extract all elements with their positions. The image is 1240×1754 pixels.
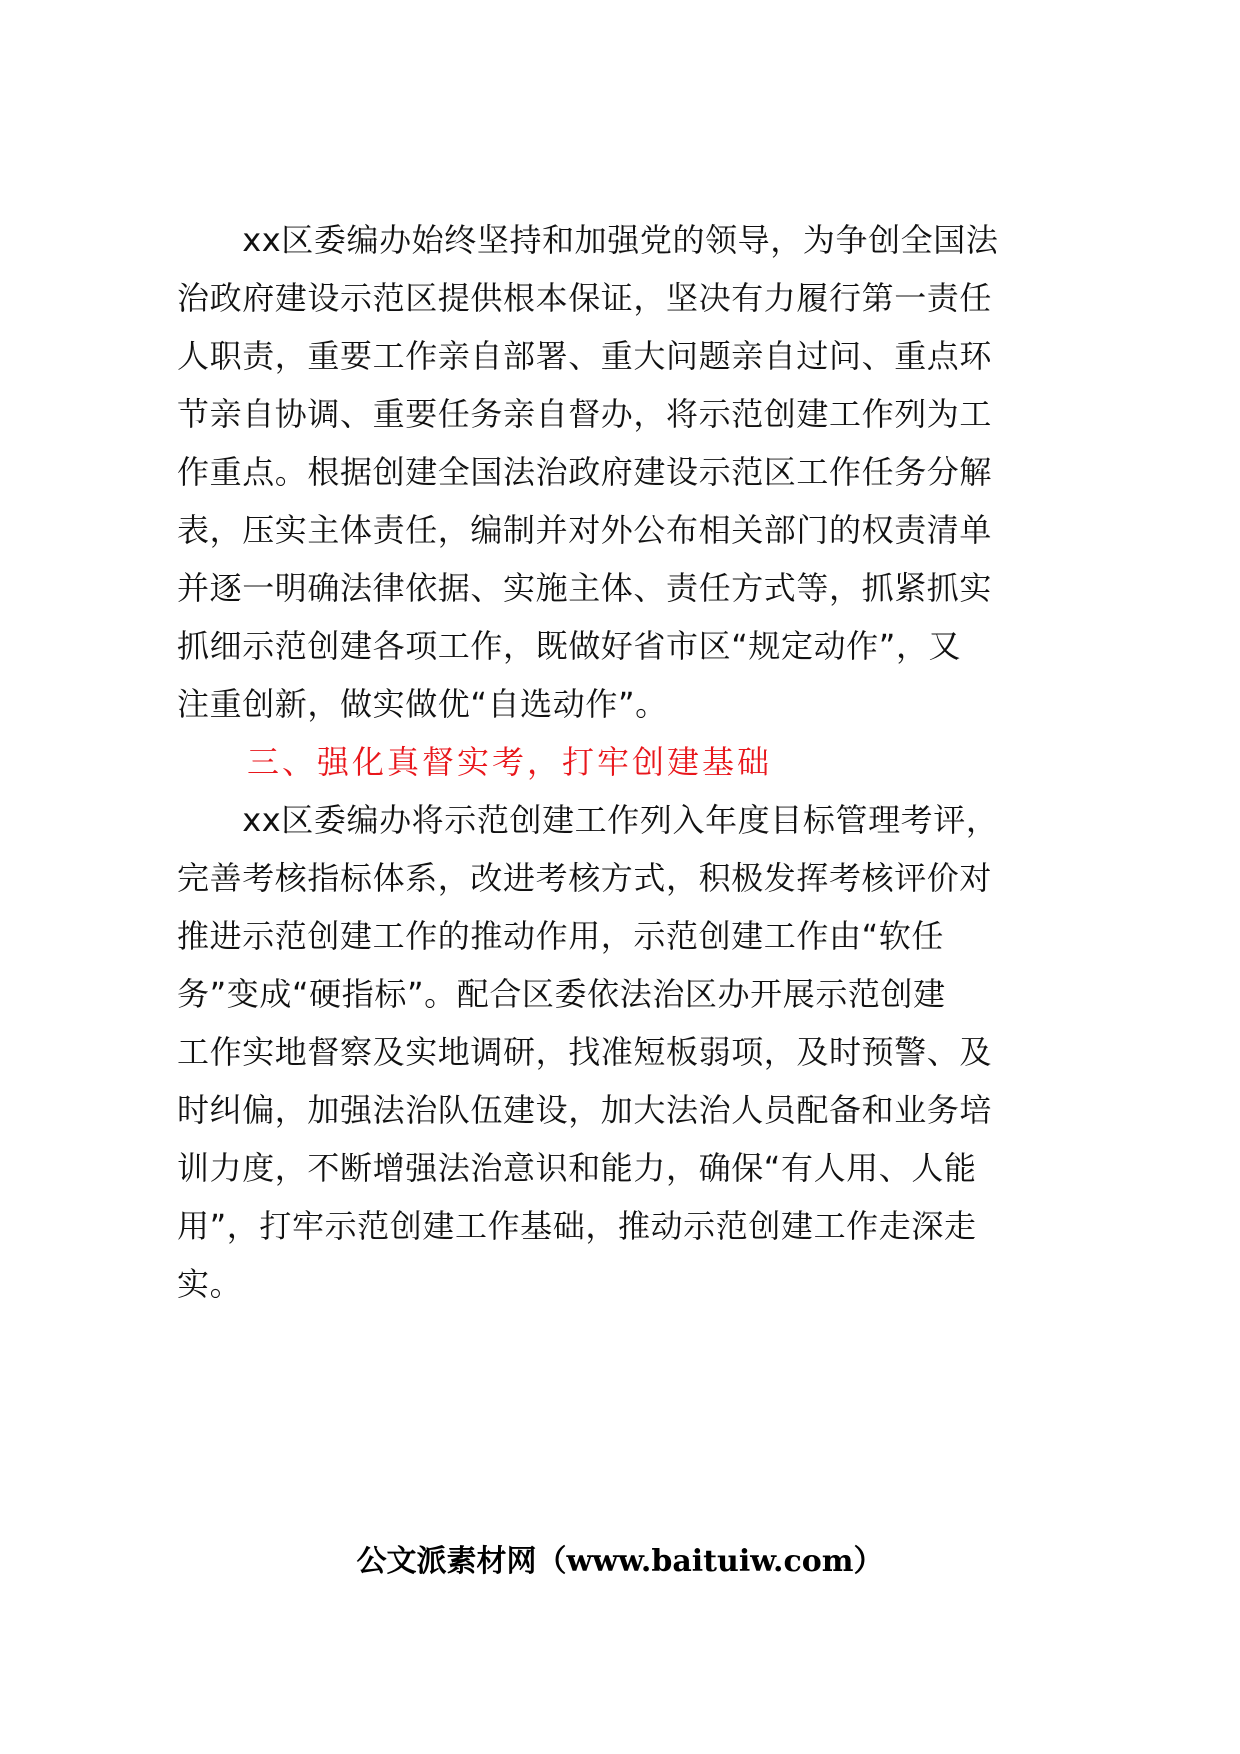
body-text-line: 推进示范创建工作的推动作用，示范创建工作由“软任 [177,917,944,955]
body-text-line: 抓细示范创建各项工作，既做好省市区“规定动作”，又 [177,627,962,665]
body-text-line: 用”，打牢示范创建工作基础，推动示范创建工作走深走 [177,1207,977,1245]
body-text-line: xx区委编办将示范创建工作列入年度目标管理考评， [177,801,999,839]
section-heading: 三、强化真督实考，打牢创建基础 [177,743,773,781]
body-text-line: 节亲自协调、重要任务亲自督办，将示范创建工作列为工 [177,395,993,433]
footer-watermark: 公文派素材网（www.baituiw.com） [356,1544,884,1579]
body-text-line: 完善考核指标体系，改进考核方式，积极发挥考核评价对 [177,859,993,897]
body-text-line: 表，压实主体责任，编制并对外公布相关部门的权责清单 [177,511,993,549]
body-text-line: 时纠偏，加强法治队伍建设，加大法治人员配备和业务培 [177,1091,993,1129]
body-text-line: 注重创新，做实做优“自选动作”。 [177,685,668,723]
body-text-line: 作重点。根据创建全国法治政府建设示范区工作任务分解 [177,453,993,491]
body-text-line: 人职责，重要工作亲自部署、重大问题亲自过问、重点环 [177,337,993,375]
body-text-line: 治政府建设示范区提供根本保证，坚决有力履行第一责任 [177,279,993,317]
body-text-line: 实。 [177,1265,243,1303]
body-text-line: 训力度，不断增强法治意识和能力，确保“有人用、人能 [177,1149,977,1187]
body-text-line: xx区委编办始终坚持和加强党的领导，为争创全国法 [177,221,999,259]
body-text-line: 务”变成“硬指标”。配合区委依法治区办开展示范创建 [177,975,946,1013]
body-text-line: 并逐一明确法律依据、实施主体、责任方式等，抓紧抓实 [177,569,993,607]
body-text-line: 工作实地督察及实地调研，找准短板弱项，及时预警、及 [177,1033,993,1071]
